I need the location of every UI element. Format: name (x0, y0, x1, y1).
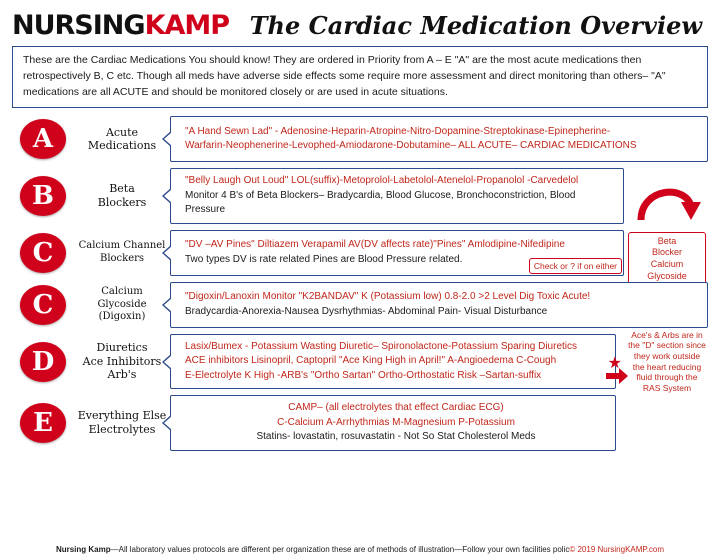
row-e-line-3: Statins- lovastatin, rosuvastatin - Not So Stat Cholesterol Meds (256, 431, 536, 443)
page-header (12, 8, 708, 42)
row-content-c2 (170, 282, 708, 328)
curved-arrow-icon (633, 176, 703, 226)
row-label-a: Acute Medications (87, 125, 157, 153)
row-d (12, 329, 708, 393)
row-d-line-1: Lasix/Bumex - Potassium Wasting Diuretic– Spironolactone-Potassium Sparing Diuretics (185, 340, 578, 352)
row-c-ccb (12, 230, 708, 281)
nursing-kamp-logo (12, 10, 229, 41)
row-label-d: Diuretics Ace Inhibitors Arb's (82, 340, 162, 382)
row-b (12, 168, 708, 224)
priority-badge-a: A (20, 119, 66, 159)
row-d-line-2: ACE inhibitors Lisinopril, Captopril "Ace King High in April!" A-Angioedema C-Cough (185, 355, 557, 367)
row-content-a (170, 116, 708, 162)
row-a-line-1: "A Hand Sewn Lad" - Adenosine-Heparin-Atropine-Nitro-Dopamine-Streptokinase-Epinepherine- (185, 125, 611, 137)
page-title: The Cardiac Medication Overview (249, 10, 702, 40)
row-b-line-1: "Belly Laugh Out Loud" LOL(suffix)-Metoprolol-Labetolol-Atenelol-Propanolol -Carvedelol (185, 175, 579, 187)
logo-accent-text: KAMP (144, 9, 230, 41)
row-label-c2: Calcium Glycoside (Digoxin) (97, 286, 147, 322)
footer-brand: Nursing Kamp (55, 545, 111, 554)
medication-rows (10, 116, 710, 451)
priority-badge-b: B (20, 176, 66, 216)
row-a (12, 116, 708, 162)
row-b-curve-arrow (628, 176, 708, 229)
check-note-box: Check or ? if on either (529, 258, 622, 274)
priority-badge-d: D (20, 342, 66, 382)
row-c1-line-2: Two types DV is rate related Pines are Blood Pressure related. (185, 253, 463, 265)
row-c-glycoside (12, 282, 708, 328)
row-b-line-2: Monitor 4 B's of Beta Blockers– Bradycardia, Blood Glucose, Bronchoconstriction, Blood Pressure (185, 189, 576, 216)
row-label-c1: Calcium Channel Blockers (78, 240, 166, 264)
row-d-line-3: E-Electrolyte K High -ARB's "Ortho Sartan" Ortho-Orthostatic Risk –Sartan-suffix (185, 369, 542, 381)
priority-badge-c2: C (20, 285, 66, 325)
intro-box (12, 46, 708, 108)
badge-wrap-c1 (12, 233, 74, 273)
row-label-e: Everything Else Electrolytes (77, 409, 167, 436)
row-label-b: Beta Blockers (97, 182, 147, 209)
row-a-line-2: Warfarin-Neophenerine-Levophed-Amiodarone-Dobutamine– ALL ACUTE– CARDIAC MEDICATIONS (185, 140, 637, 152)
star-icon: ★ (607, 354, 622, 372)
row-d-callout-text: Ace's & Arbs are in the "D" section since they work outside the heart reducing fluid through the RAS System (628, 329, 706, 393)
row-content-b (170, 168, 624, 224)
row-e (12, 395, 708, 451)
badge-wrap-e (12, 403, 74, 443)
footer-disclaimer: All laboratory values protocols are different per organization these are of methods of illustration—Follow your own facilities polic (118, 545, 570, 554)
row-content-e (170, 395, 616, 451)
footer-dash: — (110, 545, 119, 554)
intro-text: These are the Cardiac Medications You should know! They are ordered in Priority from A – E "A" are the most acute medications then retrospectively B, C etc. Though all meds have adverse side effects some require more assessment and direct monitoring than others– "A" medications are all ACUTE and should be monitored closely or are used in acute situations. (23, 54, 666, 98)
logo-main-text: NURSING (12, 9, 145, 41)
row-e-line-2: C-Calcium A-Arrhythmias M-Magnesium P-Potassium (277, 416, 515, 428)
badge-wrap-a (12, 119, 74, 159)
footer-copyright: © 2019 NursingKAMP.com (569, 545, 665, 554)
badge-wrap-d (12, 342, 74, 382)
beta-calcium-side-box: Beta Blocker Calcium Glycoside (628, 232, 706, 287)
row-e-line-1: CAMP– (all electrolytes that effect Cardiac ECG) (288, 402, 504, 414)
priority-badge-c1: C (20, 233, 66, 273)
row-content-d (170, 334, 616, 390)
row-c1-line-1: "DV –AV Pines" Diltiazem Verapamil AV(DV affects rate)"Pines" Amlodipine-Nifedipine (185, 239, 565, 251)
row-c2-line-1: "Digoxin/Lanoxin Monitor "K2BANDAV" K (Potassium low) 0.8-2.0 >2 Level Dig Toxic Acute! (185, 291, 591, 303)
row-c2-line-2: Bradycardia-Anorexia-Nausea Dysrhythmias- Abdominal Pain- Visual Disturbance (185, 305, 548, 317)
priority-badge-e: E (20, 403, 66, 443)
badge-wrap-c2 (12, 285, 74, 325)
footer (0, 545, 720, 554)
badge-wrap-b (12, 176, 74, 216)
right-arrow-icon (606, 368, 628, 384)
